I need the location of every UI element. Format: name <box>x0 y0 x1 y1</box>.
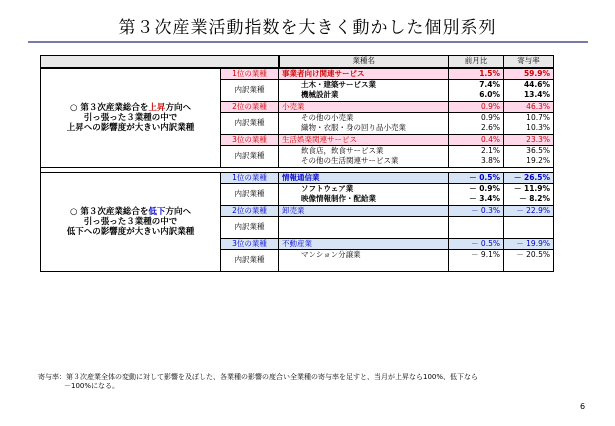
up-rank2-sub-label: 内訳業種 <box>221 112 279 134</box>
page-title: 第３次産業活動指数を大きく動かした個別系列 <box>118 18 497 38</box>
up-rank3-item2-name: その他の生活関連サービス業 <box>279 156 449 167</box>
up-rank1-item1-name: 土木・建築サービス業 <box>279 79 449 90</box>
down-rank2-item2-contrib <box>504 227 554 238</box>
up-rank1-contrib: 59.9% <box>504 68 554 80</box>
down-rank3-item2-prev <box>449 260 504 271</box>
down-rank1-item2-prev: － 3.4% <box>449 194 504 205</box>
up-rank1-item2-contrib: 13.4% <box>504 90 554 101</box>
down-rank1-item1-name: ソフトウェア業 <box>279 183 449 194</box>
up-rank3-item1-prev: 2.1% <box>449 145 504 156</box>
down-rank2-item1-contrib <box>504 216 554 227</box>
up-rank1-label: 1位の業種 <box>221 68 279 80</box>
down-rank3-item1-contrib: － 20.5% <box>504 249 554 260</box>
up-rank2-label: 2位の業種 <box>221 101 279 112</box>
down-rank3-prev: － 0.5% <box>449 238 504 249</box>
table-header-row <box>41 56 554 68</box>
up-rank1-prev: 1.5% <box>449 68 504 80</box>
down-rank3-item1-name: マンション分譲業 <box>279 249 449 260</box>
down-rank1-label: 1位の業種 <box>221 172 279 183</box>
up-description: ○ 第３次産業総合を上昇方向へ 引っ張った３業種の中で 上昇への影響度が大きい内訳業種 <box>41 68 221 168</box>
down-rank3-contrib: － 19.9% <box>504 238 554 249</box>
header-blank <box>41 56 279 68</box>
down-rank2-item1-prev <box>449 216 504 227</box>
up-rank3-label: 3位の業種 <box>221 134 279 145</box>
down-description: ○ 第３次産業総合を低下方向へ 引っ張った３業種の中で 低下への影響度が大きい内訳業種 <box>41 172 221 271</box>
up-rank3-prev: 0.4% <box>449 134 504 145</box>
down-rank2-item2-prev <box>449 227 504 238</box>
up-rank1-item1-prev: 7.4% <box>449 79 504 90</box>
up-rank3-name: 生活娯楽関連サービス <box>279 134 449 145</box>
up-rank3-item2-prev: 3.8% <box>449 156 504 167</box>
up-rank1-name: 事業者向け関連サービス <box>279 68 449 80</box>
down-rank2-name: 卸売業 <box>279 205 449 216</box>
up-rank2-item2-contrib: 10.3% <box>504 123 554 134</box>
down-rank1-item2-name: 映像情報制作・配給業 <box>279 194 449 205</box>
up-rank1-item2-name: 機械設計業 <box>279 90 449 101</box>
up-rank1-sub-label: 内訳業種 <box>221 79 279 101</box>
up-rank2-item1-contrib: 10.7% <box>504 112 554 123</box>
page-number: 6 <box>580 402 586 411</box>
up-rank1-item1-contrib: 44.6% <box>504 79 554 90</box>
down-rank2-contrib: － 22.9% <box>504 205 554 216</box>
title-underline <box>28 41 588 43</box>
down-rank1-contrib: － 26.5% <box>504 172 554 183</box>
up-rank2-item1-name: その他の小売業 <box>279 112 449 123</box>
down-rank3-label: 3位の業種 <box>221 238 279 249</box>
footnote-label: 寄与率： <box>38 373 66 381</box>
footnote-text: 第３次産業全体の変動に対して影響を及ぼした、各業種の影響の度合い全業種の寄与率を足すと、当月が上昇なら100%、低下なら <box>66 373 479 381</box>
up-rank3-item1-contrib: 36.5% <box>504 145 554 156</box>
down-rank1-sub-label: 内訳業種 <box>221 183 279 205</box>
down-rank1-name: 情報通信業 <box>279 172 449 183</box>
down-rank1-item1-contrib: － 11.9% <box>504 183 554 194</box>
up-rank2-prev: 0.9% <box>449 101 504 112</box>
down-rank2-item1-name <box>279 216 449 227</box>
up-rank2-item2-name: 織物・衣服・身の回り品小売業 <box>279 123 449 134</box>
up-rank3-sub-label: 内訳業種 <box>221 145 279 167</box>
up-rank3-item2-contrib: 19.2% <box>504 156 554 167</box>
up-rank2-contrib: 46.3% <box>504 101 554 112</box>
down-rank3-name: 不動産業 <box>279 238 449 249</box>
header-contribution: 寄与率 <box>504 56 554 68</box>
industry-table <box>40 55 554 272</box>
down-rank3-item2-contrib <box>504 260 554 271</box>
down-rank1-item2-contrib: － 8.2% <box>504 194 554 205</box>
footnote <box>38 373 578 391</box>
down-rank1-item1-prev: － 0.9% <box>449 183 504 194</box>
header-prev-ratio: 前月比 <box>449 56 504 68</box>
down-rank1-prev: － 0.5% <box>449 172 504 183</box>
down-rank3-sub-label: 内訳業種 <box>221 249 279 271</box>
up-rank3-contrib: 23.3% <box>504 134 554 145</box>
up-rank1-row <box>41 68 554 80</box>
header-industry: 業種名 <box>279 56 449 68</box>
down-rank2-item2-name <box>279 227 449 238</box>
down-rank2-label: 2位の業種 <box>221 205 279 216</box>
down-rank3-item1-prev: － 9.1% <box>449 249 504 260</box>
down-rank1-row <box>41 172 554 183</box>
down-rank2-sub-label: 内訳業種 <box>221 216 279 238</box>
up-rank2-name: 小売業 <box>279 101 449 112</box>
up-rank1-item2-prev: 6.0% <box>449 90 504 101</box>
up-rank2-item1-prev: 0.9% <box>449 112 504 123</box>
up-rank3-item1-name: 飲食店，飲食サービス業 <box>279 145 449 156</box>
up-rank2-item2-prev: 2.6% <box>449 123 504 134</box>
down-rank3-item2-name <box>279 260 449 271</box>
footnote-text-cont: －100%になる。 <box>64 382 120 390</box>
down-rank2-prev: － 0.3% <box>449 205 504 216</box>
